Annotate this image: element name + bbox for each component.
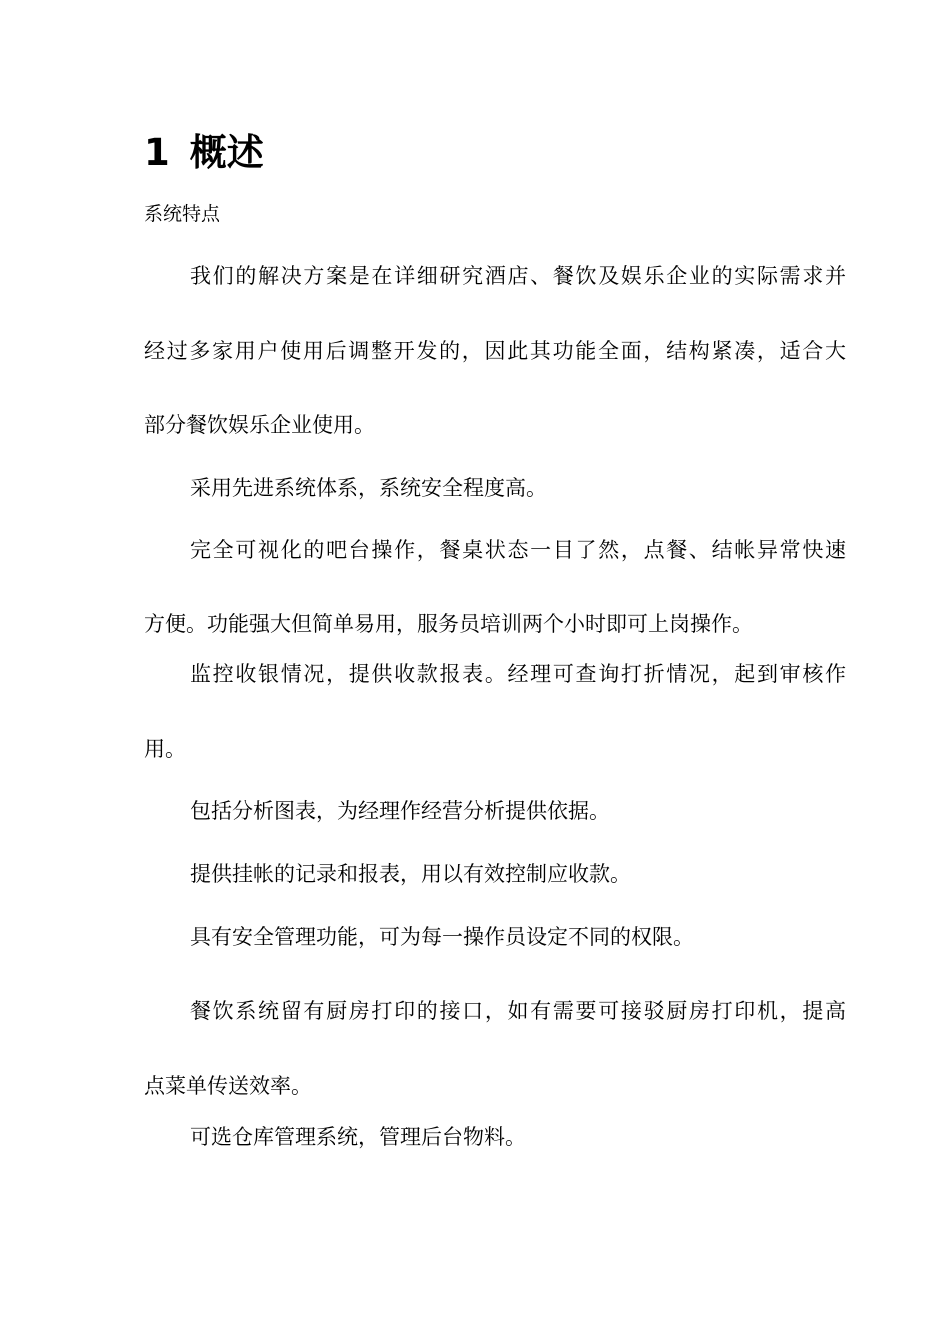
paragraph-1-line-3: 部分餐饮娱乐企业使用。 <box>144 413 375 437</box>
section-heading <box>144 130 264 176</box>
paragraph-3-line-1: 完全可视化的吧台操作，餐桌状态一目了然，点餐、结帐异常快速 <box>190 538 846 562</box>
paragraph-7: 具有安全管理功能，可为每一操作员设定不同的权限。 <box>190 925 694 949</box>
subsection-title: 系统特点 <box>144 203 221 225</box>
paragraph-9: 可选仓库管理系统，管理后台物料。 <box>190 1125 526 1149</box>
section-title: 概述 <box>189 131 264 174</box>
paragraph-4-line-1: 监控收银情况，提供收款报表。经理可查询打折情况，起到审核作 <box>190 662 846 686</box>
paragraph-8-line-2: 点菜单传送效率。 <box>144 1074 312 1098</box>
section-number: 1 <box>144 131 170 174</box>
paragraph-8-line-1: 餐饮系统留有厨房打印的接口，如有需要可接驳厨房打印机，提高 <box>190 999 846 1023</box>
paragraph-2: 采用先进系统体系，系统安全程度高。 <box>190 476 547 500</box>
paragraph-4-line-2: 用。 <box>144 737 186 761</box>
paragraph-5: 包括分析图表，为经理作经营分析提供依据。 <box>190 799 610 823</box>
paragraph-1-line-1: 我们的解决方案是在详细研究酒店、餐饮及娱乐企业的实际需求并 <box>190 264 846 288</box>
paragraph-1-line-2: 经过多家用户使用后调整开发的，因此其功能全面，结构紧凑，适合大 <box>144 339 846 363</box>
paragraph-3-line-2: 方便。功能强大但简单易用，服务员培训两个小时即可上岗操作。 <box>144 612 753 636</box>
paragraph-6: 提供挂帐的记录和报表，用以有效控制应收款。 <box>190 862 631 886</box>
